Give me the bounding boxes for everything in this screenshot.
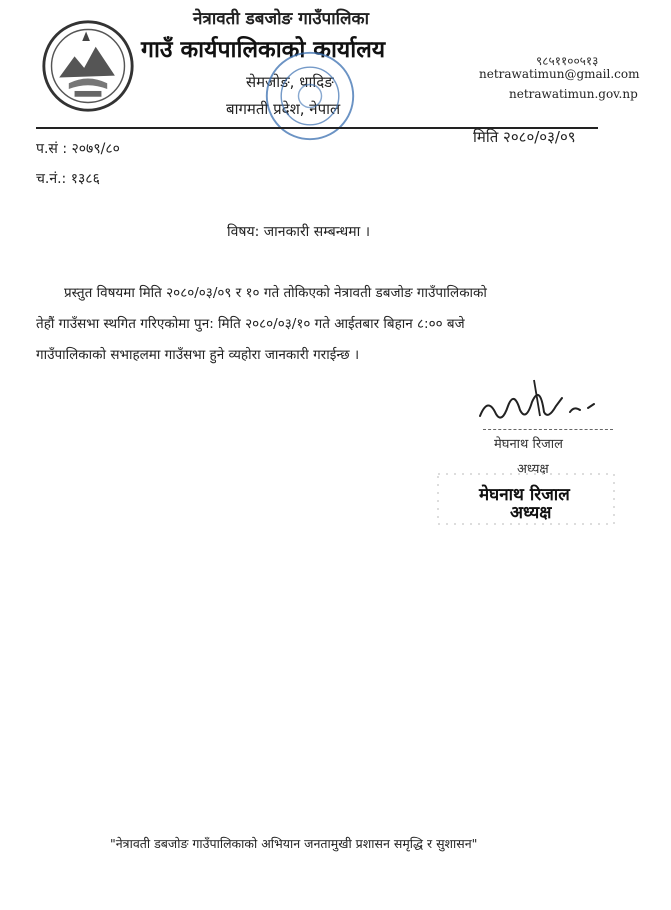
seal-signatory-name: मेघनाथ रिजाल bbox=[479, 485, 570, 505]
letter-date: मिति २०८०/०३/०९ bbox=[473, 128, 576, 146]
letter-subject: विषय: जानकारी सम्बन्धमा । bbox=[227, 224, 371, 240]
nepal-emblem-icon bbox=[40, 18, 136, 114]
website-address: netrawatimun.gov.np bbox=[509, 87, 638, 101]
letter-body bbox=[36, 278, 604, 371]
office-location: सेमजोङ, धादिङ bbox=[246, 73, 334, 91]
email-address: netrawatimun@gmail.com bbox=[479, 67, 640, 81]
signature-icon bbox=[470, 376, 610, 428]
dispatch-number: च.नं.: १३८६ bbox=[36, 171, 100, 187]
municipality-name: नेत्रावती डबजोङ गाउँपालिका bbox=[193, 9, 369, 29]
signatory-role: अध्यक्ष bbox=[517, 462, 549, 477]
office-stamp-icon bbox=[262, 48, 358, 144]
seal-signatory-role: अध्यक्ष bbox=[510, 503, 552, 523]
signature-line bbox=[483, 429, 613, 430]
phone-number: ९८५११००५१३ bbox=[536, 54, 599, 68]
signatory-name: मेघनाथ रिजाल bbox=[494, 437, 563, 452]
letter-reference-number: प.सं : २०७९/८० bbox=[36, 141, 120, 157]
body-line-3: गाउँपालिकाको सभाहलमा गाउँसभा हुने व्यहोरा जानकारी गराईन्छ । bbox=[36, 347, 360, 363]
office-name: गाउँ कार्यपालिकाको कार्यालय bbox=[141, 37, 386, 63]
office-province: बागमती प्रदेश, नेपाल bbox=[226, 100, 341, 118]
body-line-2: तेहौं गाउँसभा स्थगित गरिएकोमा पुन: मिति २०८०/०३/१० गते आईतबार बिहान ८:०० बजे bbox=[36, 316, 465, 332]
footer-motto: "नेत्रावती डबजोङ गाउँपालिकाको अभियान जनतामुखी प्रशासन समृद्धि र सुशासन" bbox=[110, 836, 478, 851]
body-line-1: प्रस्तुत विषयमा मिति २०८०/०३/०९ र १० गते तोकिएको नेत्रावती डबजोङ गाउँपालिकाको bbox=[64, 285, 487, 301]
